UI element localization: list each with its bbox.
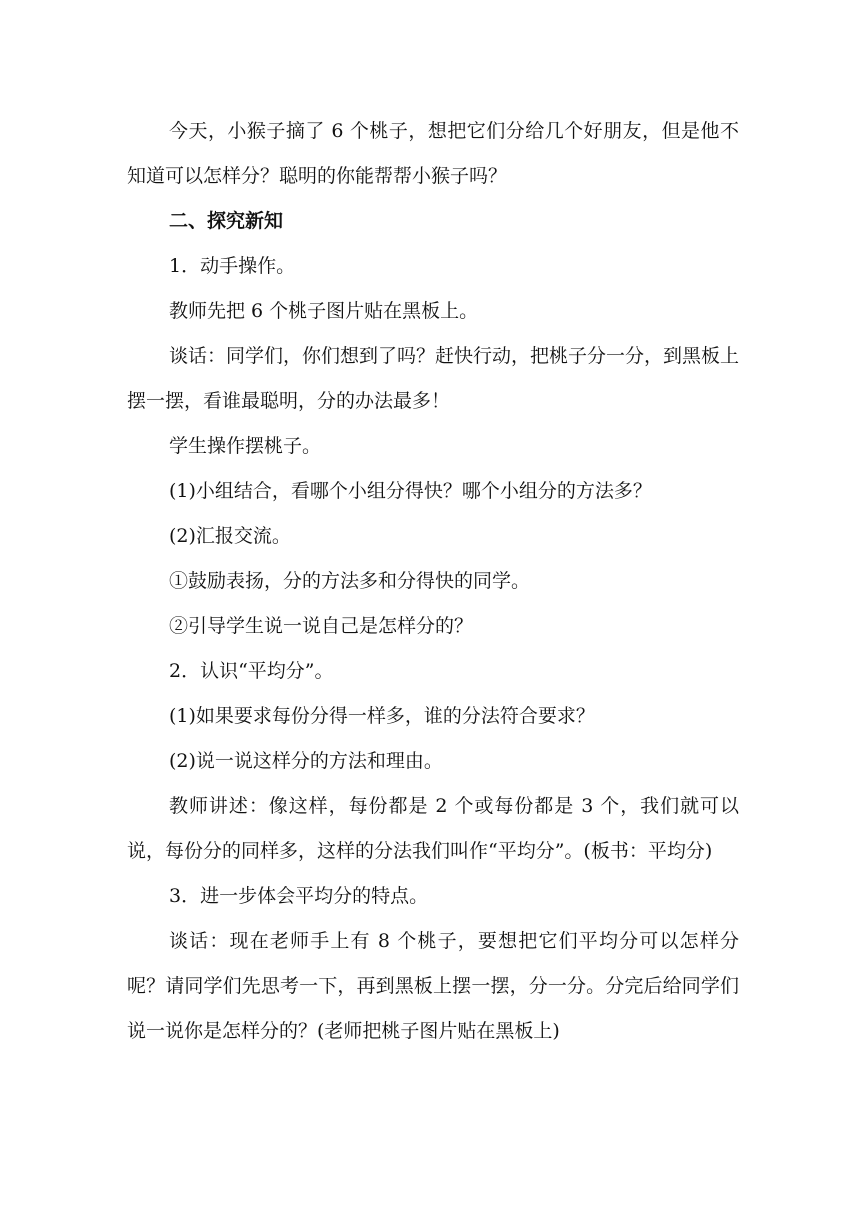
step-heading-3: 3．进一步体会平均分的特点。 [169, 885, 429, 907]
sub-item-4: (2)说一说这样分的方法和理由。 [169, 750, 443, 772]
step-heading-1: 1．动手操作。 [169, 255, 296, 277]
student-paragraph-1: 学生操作摆桃子。 [169, 435, 322, 457]
intro-paragraph: 今天，小猴子摘了 6 个桃子，想把它们分给几个好朋友，但是他不知道可以怎样分？聪明的你能帮帮小猴子吗？ [127, 120, 739, 187]
circled-item-1: ①鼓励表扬，分的方法多和分得快的同学。 [169, 570, 531, 592]
step-heading-2: 2．认识“平均分”。 [169, 660, 334, 682]
document-body [127, 109, 739, 1054]
talk-paragraph-1: 谈话：同学们，你们想到了吗？赶快行动，把桃子分一分，到黑板上摆一摆，看谁最聪明，分的办法最多！ [127, 345, 740, 412]
talk-paragraph-2: 谈话：现在老师手上有 8 个桃子，要想把它们平均分可以怎样分呢？请同学们先思考一下，再到黑板上摆一摆，分一分。分完后给同学们说一说你是怎样分的？(老师把桃子图片贴在黑板上) [127, 930, 739, 1042]
circled-item-2: ②引导学生说一说自己是怎样分的？ [169, 615, 474, 637]
sub-item-2: (2)汇报交流。 [169, 525, 291, 547]
sub-item-3: (1)如果要求每份分得一样多，谁的分法符合要求？ [169, 705, 595, 727]
sub-item-1: (1)小组结合，看哪个小组分得快？哪个小组分的方法多？ [169, 480, 652, 502]
teacher-paragraph-1: 教师先把 6 个桃子图片贴在黑板上。 [169, 300, 479, 322]
section-heading: 二、探究新知 [169, 210, 284, 232]
teacher-paragraph-2: 教师讲述：像这样，每份都是 2 个或每份都是 3 个，我们就可以说，每份分的同样多，这样的分法我们叫作“平均分”。(板书：平均分) [127, 795, 739, 862]
